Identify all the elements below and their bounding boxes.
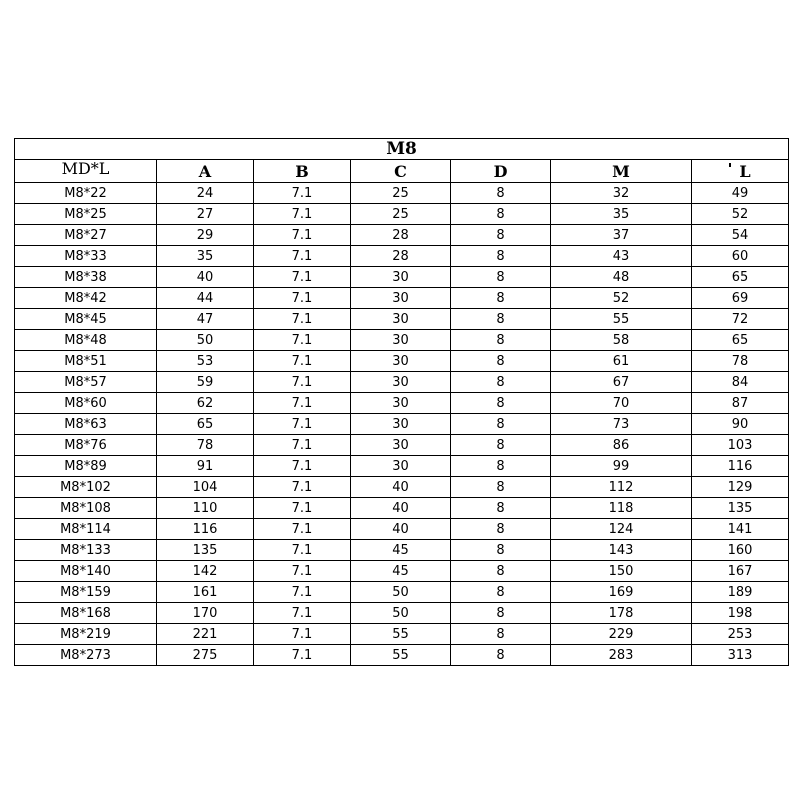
value-cell: 61 <box>551 351 692 372</box>
size-cell: M8*25 <box>15 204 157 225</box>
value-cell: 7.1 <box>254 498 351 519</box>
value-cell: 169 <box>551 582 692 603</box>
value-cell: 7.1 <box>254 561 351 582</box>
value-cell: 7.1 <box>254 351 351 372</box>
spec-table <box>14 138 789 666</box>
column-header: C <box>351 160 451 183</box>
value-cell: 8 <box>451 204 551 225</box>
header-row <box>15 160 789 183</box>
title-row <box>15 139 789 160</box>
value-cell: 110 <box>157 498 254 519</box>
value-cell: 8 <box>451 582 551 603</box>
table-row <box>15 477 789 498</box>
table-row <box>15 582 789 603</box>
table-row <box>15 372 789 393</box>
value-cell: 7.1 <box>254 477 351 498</box>
value-cell: 86 <box>551 435 692 456</box>
size-cell: M8*102 <box>15 477 157 498</box>
table-row <box>15 246 789 267</box>
value-cell: 8 <box>451 519 551 540</box>
value-cell: 73 <box>551 414 692 435</box>
size-cell: M8*48 <box>15 330 157 351</box>
table-row <box>15 603 789 624</box>
value-cell: 40 <box>351 498 451 519</box>
value-cell: 116 <box>157 519 254 540</box>
value-cell: 161 <box>157 582 254 603</box>
table-row <box>15 456 789 477</box>
value-cell: 90 <box>692 414 789 435</box>
value-cell: 35 <box>551 204 692 225</box>
value-cell: 7.1 <box>254 393 351 414</box>
size-cell: M8*89 <box>15 456 157 477</box>
value-cell: 45 <box>351 540 451 561</box>
table-title: M8 <box>15 139 789 160</box>
value-cell: 69 <box>692 288 789 309</box>
value-cell: 8 <box>451 561 551 582</box>
value-cell: 70 <box>551 393 692 414</box>
value-cell: 7.1 <box>254 519 351 540</box>
value-cell: 54 <box>692 225 789 246</box>
table-row <box>15 309 789 330</box>
table-row <box>15 498 789 519</box>
column-header: D <box>451 160 551 183</box>
size-cell: M8*51 <box>15 351 157 372</box>
value-cell: 129 <box>692 477 789 498</box>
value-cell: 59 <box>157 372 254 393</box>
value-cell: 275 <box>157 645 254 666</box>
value-cell: 142 <box>157 561 254 582</box>
size-cell: M8*22 <box>15 183 157 204</box>
value-cell: 8 <box>451 540 551 561</box>
value-cell: 55 <box>351 624 451 645</box>
value-cell: 8 <box>451 309 551 330</box>
value-cell: 30 <box>351 351 451 372</box>
value-cell: 170 <box>157 603 254 624</box>
value-cell: 44 <box>157 288 254 309</box>
table-row <box>15 183 789 204</box>
value-cell: 7.1 <box>254 267 351 288</box>
table-row <box>15 414 789 435</box>
value-cell: 55 <box>551 309 692 330</box>
value-cell: 65 <box>692 267 789 288</box>
value-cell: 7.1 <box>254 204 351 225</box>
value-cell: 103 <box>692 435 789 456</box>
value-cell: 8 <box>451 288 551 309</box>
value-cell: 28 <box>351 225 451 246</box>
value-cell: 104 <box>157 477 254 498</box>
value-cell: 25 <box>351 183 451 204</box>
table-row <box>15 519 789 540</box>
value-cell: 7.1 <box>254 183 351 204</box>
value-cell: 43 <box>551 246 692 267</box>
value-cell: 118 <box>551 498 692 519</box>
size-cell: M8*219 <box>15 624 157 645</box>
tick-mark <box>729 163 731 167</box>
column-header: MD*L <box>15 160 157 183</box>
column-header: B <box>254 160 351 183</box>
value-cell: 40 <box>351 519 451 540</box>
value-cell: 198 <box>692 603 789 624</box>
value-cell: 65 <box>157 414 254 435</box>
value-cell: 7.1 <box>254 435 351 456</box>
value-cell: 30 <box>351 288 451 309</box>
value-cell: 55 <box>351 645 451 666</box>
size-cell: M8*76 <box>15 435 157 456</box>
size-cell: M8*159 <box>15 582 157 603</box>
value-cell: 178 <box>551 603 692 624</box>
size-cell: M8*27 <box>15 225 157 246</box>
table-row <box>15 435 789 456</box>
size-cell: M8*108 <box>15 498 157 519</box>
value-cell: 62 <box>157 393 254 414</box>
value-cell: 29 <box>157 225 254 246</box>
size-cell: M8*133 <box>15 540 157 561</box>
value-cell: 99 <box>551 456 692 477</box>
value-cell: 30 <box>351 435 451 456</box>
value-cell: 116 <box>692 456 789 477</box>
value-cell: 35 <box>157 246 254 267</box>
value-cell: 8 <box>451 477 551 498</box>
column-header: M <box>551 160 692 183</box>
value-cell: 30 <box>351 414 451 435</box>
table-row <box>15 645 789 666</box>
value-cell: 8 <box>451 267 551 288</box>
value-cell: 7.1 <box>254 309 351 330</box>
value-cell: 124 <box>551 519 692 540</box>
size-cell: M8*60 <box>15 393 157 414</box>
value-cell: 65 <box>692 330 789 351</box>
value-cell: 45 <box>351 561 451 582</box>
value-cell: 49 <box>692 183 789 204</box>
size-cell: M8*45 <box>15 309 157 330</box>
value-cell: 91 <box>157 456 254 477</box>
value-cell: 50 <box>351 582 451 603</box>
value-cell: 135 <box>157 540 254 561</box>
value-cell: 8 <box>451 645 551 666</box>
table-row <box>15 267 789 288</box>
value-cell: 24 <box>157 183 254 204</box>
value-cell: 7.1 <box>254 288 351 309</box>
size-cell: M8*63 <box>15 414 157 435</box>
value-cell: 48 <box>551 267 692 288</box>
value-cell: 84 <box>692 372 789 393</box>
value-cell: 141 <box>692 519 789 540</box>
value-cell: 7.1 <box>254 225 351 246</box>
value-cell: 7.1 <box>254 540 351 561</box>
size-cell: M8*57 <box>15 372 157 393</box>
value-cell: 135 <box>692 498 789 519</box>
size-cell: M8*140 <box>15 561 157 582</box>
column-header-label: L <box>739 162 751 181</box>
value-cell: 189 <box>692 582 789 603</box>
size-cell: M8*273 <box>15 645 157 666</box>
value-cell: 7.1 <box>254 582 351 603</box>
value-cell: 52 <box>692 204 789 225</box>
value-cell: 58 <box>551 330 692 351</box>
table-row <box>15 225 789 246</box>
value-cell: 8 <box>451 624 551 645</box>
size-cell: M8*38 <box>15 267 157 288</box>
value-cell: 8 <box>451 414 551 435</box>
size-cell: M8*114 <box>15 519 157 540</box>
value-cell: 7.1 <box>254 603 351 624</box>
table-row <box>15 561 789 582</box>
value-cell: 7.1 <box>254 372 351 393</box>
table-row <box>15 351 789 372</box>
value-cell: 87 <box>692 393 789 414</box>
value-cell: 8 <box>451 393 551 414</box>
table-row <box>15 204 789 225</box>
column-header <box>692 160 789 183</box>
size-cell: M8*168 <box>15 603 157 624</box>
value-cell: 50 <box>351 603 451 624</box>
value-cell: 221 <box>157 624 254 645</box>
value-cell: 253 <box>692 624 789 645</box>
value-cell: 8 <box>451 456 551 477</box>
value-cell: 50 <box>157 330 254 351</box>
value-cell: 27 <box>157 204 254 225</box>
value-cell: 8 <box>451 372 551 393</box>
value-cell: 37 <box>551 225 692 246</box>
value-cell: 8 <box>451 183 551 204</box>
value-cell: 30 <box>351 330 451 351</box>
table-row <box>15 624 789 645</box>
value-cell: 150 <box>551 561 692 582</box>
value-cell: 67 <box>551 372 692 393</box>
value-cell: 7.1 <box>254 645 351 666</box>
value-cell: 160 <box>692 540 789 561</box>
value-cell: 78 <box>157 435 254 456</box>
value-cell: 8 <box>451 351 551 372</box>
value-cell: 8 <box>451 435 551 456</box>
value-cell: 78 <box>692 351 789 372</box>
value-cell: 112 <box>551 477 692 498</box>
value-cell: 7.1 <box>254 624 351 645</box>
value-cell: 8 <box>451 246 551 267</box>
value-cell: 8 <box>451 225 551 246</box>
value-cell: 8 <box>451 330 551 351</box>
table-body <box>15 183 789 666</box>
size-cell: M8*42 <box>15 288 157 309</box>
value-cell: 47 <box>157 309 254 330</box>
value-cell: 30 <box>351 393 451 414</box>
value-cell: 8 <box>451 603 551 624</box>
value-cell: 28 <box>351 246 451 267</box>
value-cell: 30 <box>351 267 451 288</box>
table-row <box>15 540 789 561</box>
value-cell: 30 <box>351 372 451 393</box>
table-row <box>15 330 789 351</box>
value-cell: 229 <box>551 624 692 645</box>
value-cell: 283 <box>551 645 692 666</box>
value-cell: 25 <box>351 204 451 225</box>
value-cell: 60 <box>692 246 789 267</box>
column-header: A <box>157 160 254 183</box>
value-cell: 167 <box>692 561 789 582</box>
value-cell: 72 <box>692 309 789 330</box>
value-cell: 7.1 <box>254 414 351 435</box>
value-cell: 40 <box>157 267 254 288</box>
value-cell: 7.1 <box>254 246 351 267</box>
value-cell: 40 <box>351 477 451 498</box>
value-cell: 52 <box>551 288 692 309</box>
value-cell: 313 <box>692 645 789 666</box>
value-cell: 30 <box>351 456 451 477</box>
table-row <box>15 288 789 309</box>
value-cell: 32 <box>551 183 692 204</box>
value-cell: 143 <box>551 540 692 561</box>
size-cell: M8*33 <box>15 246 157 267</box>
value-cell: 30 <box>351 309 451 330</box>
value-cell: 7.1 <box>254 330 351 351</box>
value-cell: 53 <box>157 351 254 372</box>
value-cell: 8 <box>451 498 551 519</box>
table-row <box>15 393 789 414</box>
value-cell: 7.1 <box>254 456 351 477</box>
